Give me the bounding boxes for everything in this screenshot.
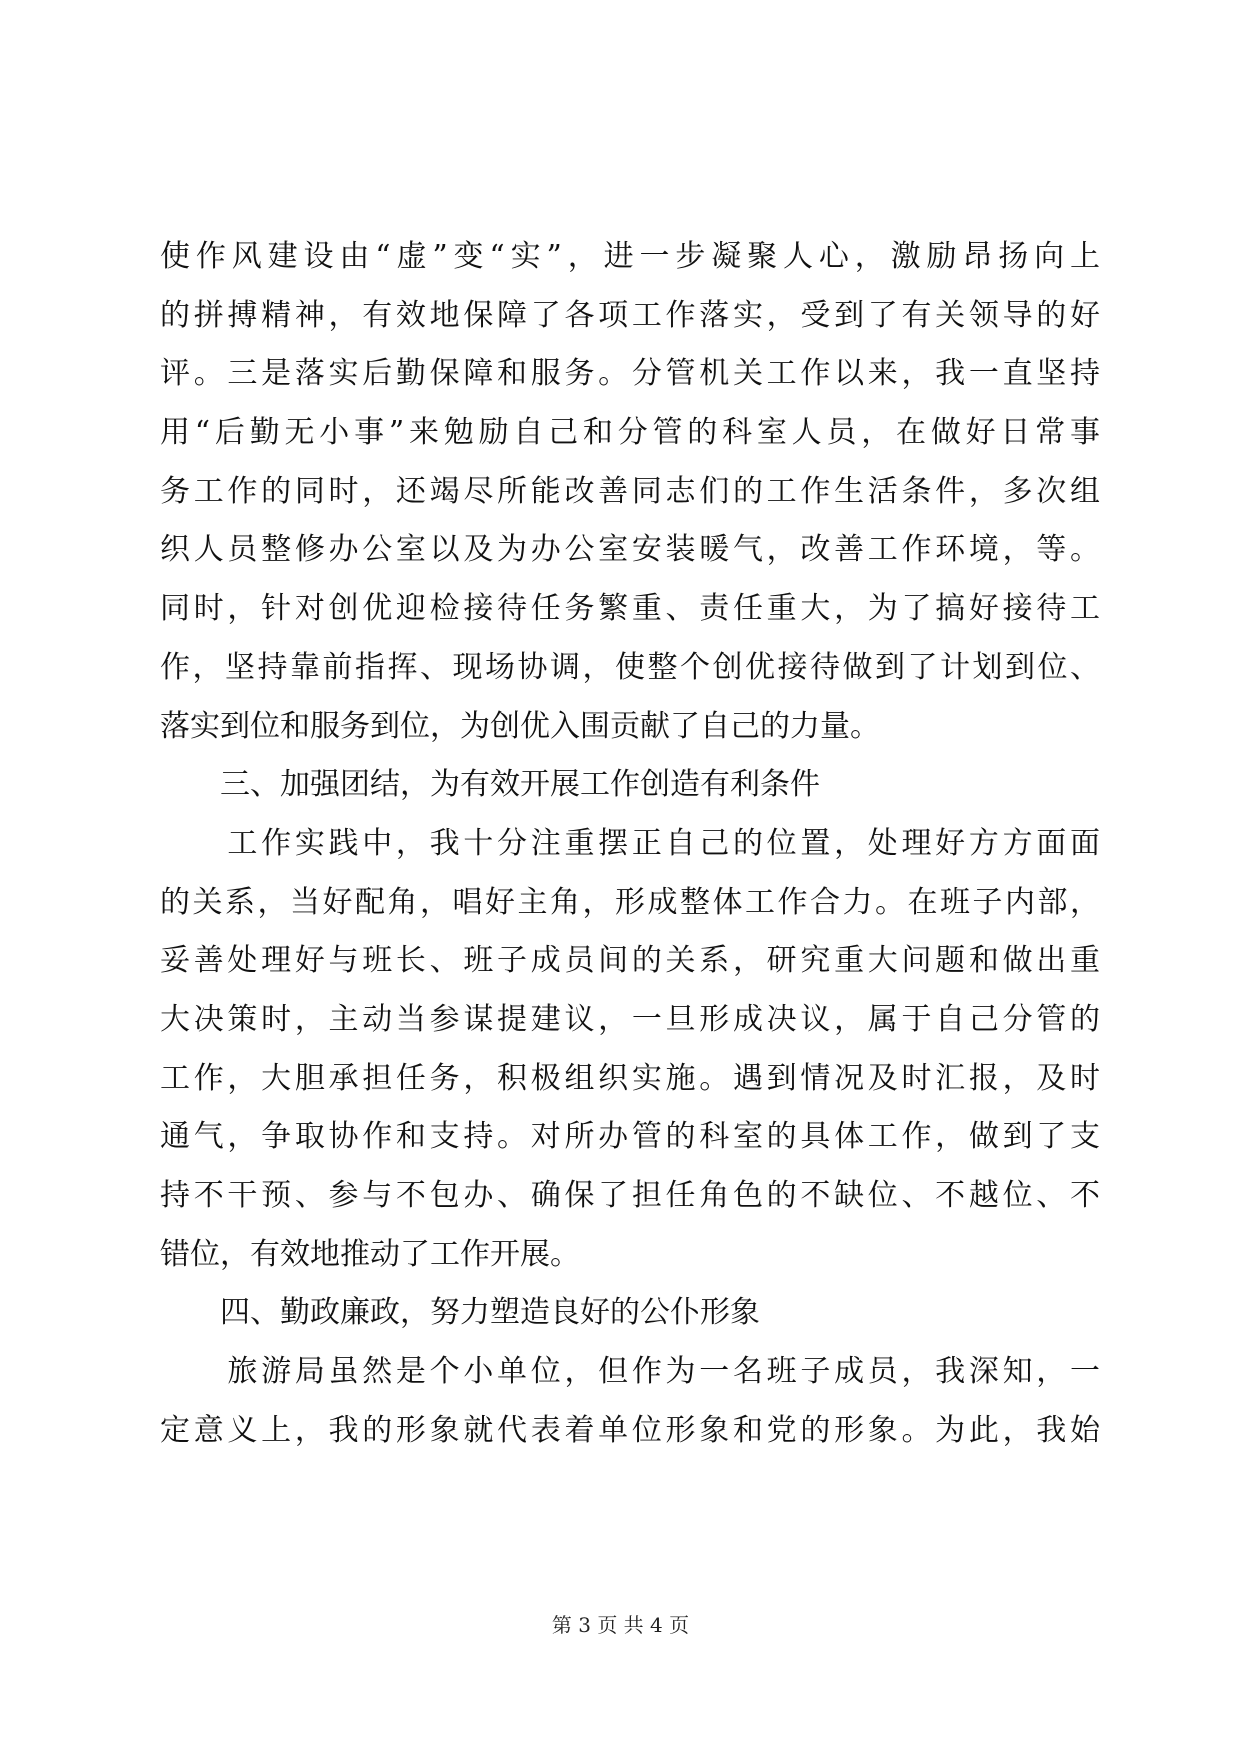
text-line: 的关系，当好配角，唱好主角，形成整体工作合力。在班子内部， [160, 884, 1100, 920]
body-text [160, 228, 1100, 1460]
section-heading-4: 四、勤政廉政，努力塑造良好的公仆形象 [160, 1295, 760, 1331]
text-line: 的拼搏精神，有效地保障了各项工作落实，受到了有关领导的好 [160, 297, 1100, 333]
text-line: 通气，争取协作和支持。对所办管的科室的具体工作，做到了支 [160, 1119, 1100, 1155]
text-line: 大决策时，主动当参谋提建议，一旦形成决议，属于自己分管的 [160, 1001, 1100, 1037]
text-line: 务工作的同时，还竭尽所能改善同志们的工作生活条件，多次组 [160, 473, 1100, 509]
text-line: 同时，针对创优迎检接待任务繁重、责任重大，为了搞好接待工 [160, 591, 1100, 627]
text-line: 用“后勤无小事”来勉励自己和分管的科室人员，在做好日常事 [160, 415, 1100, 451]
text-line: 妥善处理好与班长、班子成员间的关系，研究重大问题和做出重 [160, 943, 1100, 979]
text-line: 工作，大胆承担任务，积极组织实施。遇到情况及时汇报，及时 [160, 1060, 1100, 1096]
text-line: 持不干预、参与不包办、确保了担任角色的不缺位、不越位、不 [160, 1178, 1100, 1213]
page-footer: 第 3 页 共 4 页 [551, 1613, 690, 1637]
text-line: 旅游局虽然是个小单位，但作为一名班子成员，我深知，一 [160, 1354, 1100, 1390]
text-line: 评。三是落实后勤保障和服务。分管机关工作以来，我一直坚持 [160, 356, 1100, 392]
text-line: 织人员整修办公室以及为办公室安装暖气，改善工作环境，等。 [160, 532, 1100, 568]
section-heading-3: 三、加强团结，为有效开展工作创造有利条件 [160, 767, 820, 803]
text-line: 定意义上，我的形象就代表着单位形象和党的形象。为此，我始 [160, 1412, 1100, 1448]
paragraph-end-line: 落实到位和服务到位，为创优入围贡献了自己的力量。 [160, 708, 880, 744]
text-line: 使作风建设由“虚”变“实”，进一步凝聚人心，激励昂扬向上 [160, 239, 1100, 274]
text-line: 作，坚持靠前指挥、现场协调，使整个创优接待做到了计划到位、 [160, 649, 1100, 685]
paragraph-end-line: 错位，有效地推动了工作开展。 [160, 1236, 580, 1272]
text-line: 工作实践中，我十分注重摆正自己的位置，处理好方方面面 [160, 825, 1100, 861]
